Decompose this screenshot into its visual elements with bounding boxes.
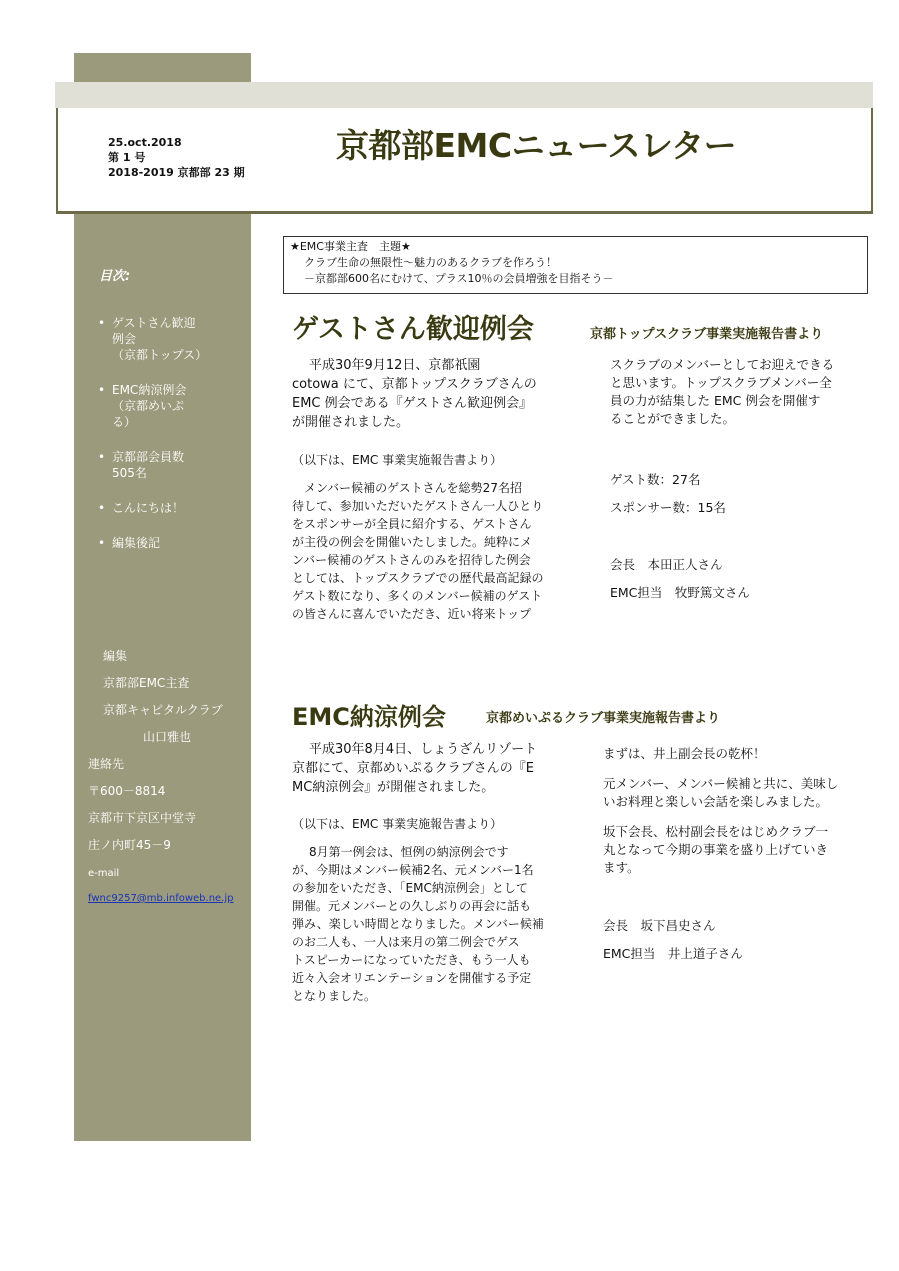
text-line: 丸となって今期の事業を盛り上げていき (603, 842, 829, 857)
toc-line: （京都トップス） (112, 348, 208, 362)
editor-org: 京都部EMC主査 (103, 676, 190, 690)
toc-item-members[interactable] (98, 449, 216, 481)
issue-date: 25.oct.2018 (108, 136, 182, 149)
article1-president: 会長 本田正人さん (610, 557, 723, 572)
text-line: 京都にて、京都めいぷるクラブさんの『E (292, 761, 534, 776)
contact-label: 連絡先 (88, 757, 125, 771)
toc-line: • こんにちは！ (112, 501, 185, 515)
article1-intro (292, 356, 537, 432)
email-label: e-mail (88, 868, 120, 879)
text-line: の皆さんに喜んでいただき、近い将来トップ (292, 607, 532, 621)
text-line: cotowa にて、京都トップスクラブさんの (292, 377, 537, 392)
text-line: が開催されました。 (292, 415, 410, 430)
text-line: 待して、参加いただいたゲストさん一人ひとり (292, 499, 544, 513)
text-line: と思います。トップスクラブメンバー全 (610, 375, 832, 390)
newsletter-title: 京都部EMCニュースレター (336, 126, 737, 165)
toc-line: • 京都部会員数 (112, 450, 185, 464)
issue-term: 2018-2019 京都部 23 期 (108, 166, 245, 179)
article2-president: 会長 坂下昌史さん (603, 918, 716, 933)
toc-line: 505名 (112, 466, 147, 480)
theme-slogan: クラブ生命の無限性～魅力のあるクラブを作ろう！ (304, 256, 557, 269)
article2-toast: まずは、井上副会長の乾杯！ (603, 746, 766, 761)
text-line: いお料理と楽しい会話を楽しみました。 (603, 794, 829, 809)
text-line: が、今期はメンバー候補2名、元メンバー1名 (292, 863, 534, 877)
article1-source: 京都トップスクラブ事業実施報告書より (590, 327, 824, 342)
text-line: 弾み、楽しい時間となりました。メンバー候補 (292, 917, 544, 931)
toc-title: 目次: (99, 269, 131, 284)
toc-item-emc[interactable] (98, 382, 216, 430)
article1-body (292, 479, 544, 623)
text-line: 平成30年9月12日、京都祇園 (309, 358, 481, 373)
article2-body (292, 843, 544, 1005)
toc-line: （京都めいぷ (112, 399, 185, 413)
toc-item-hello[interactable] (98, 500, 216, 516)
editor-club: 京都キャピタルクラブ (103, 703, 223, 717)
article1-right-body (610, 356, 834, 428)
text-line: ます。 (603, 860, 640, 875)
text-line: のお二人も、一人は来月の第二例会でゲス (292, 935, 520, 949)
email-link[interactable]: fwnc9257@mb.infoweb.ne.jp (88, 893, 234, 904)
issue-number: 第 1 号 (108, 151, 146, 164)
toc-line: • 編集後記 (112, 536, 161, 550)
article2-note: （以下は、EMC 事業実施報告書より） (292, 817, 503, 831)
toc-line: 例会 (112, 332, 137, 346)
text-line: 平成30年8月4日、しょうざんリゾート (309, 742, 538, 757)
article1-sponsors: スポンサー数：15名 (610, 500, 726, 515)
text-line: をスポンサーが全員に紹介する、ゲストさん (292, 517, 532, 531)
theme-goal: －京都部600名にむけて、プラス10％の会員増強を目指そう－ (304, 272, 614, 285)
article1-guests: ゲスト数：27名 (610, 472, 701, 487)
text-line: となりました。 (292, 989, 377, 1003)
text-line: 元メンバー、メンバー候補と共に、美味し (603, 776, 839, 791)
text-line: 員の力が結集した EMC 例会を開催す (610, 393, 821, 408)
issue-meta (108, 135, 245, 180)
address-line-2: 庄ノ内町45－9 (88, 838, 171, 852)
address-line-1: 京都市下京区中堂寺 (88, 811, 197, 825)
sidebar-panel (74, 53, 251, 1141)
toc-item-editorial[interactable] (98, 535, 216, 551)
text-line: 近々入会オリエンテーションを開催する予定 (292, 971, 532, 985)
editor-label: 編集 (103, 649, 128, 663)
editor-name: 山口雅也 (143, 730, 192, 744)
article1-note: （以下は、EMC 事業実施報告書より） (292, 453, 503, 467)
toc-line: る） (112, 415, 137, 429)
toc-line: • EMC納涼例会 (112, 383, 187, 397)
text-line: トスピーカーになっていただき、もう一人も (292, 953, 531, 967)
text-line: ゲスト数になり、多くのメンバー候補のゲスト (292, 589, 543, 603)
article2-emc: EMC担当 井上道子さん (603, 946, 743, 961)
toc-line: • ゲストさん歓迎 (112, 316, 196, 330)
text-line: 坂下会長、松村副会長をはじめクラブ一 (603, 824, 829, 839)
text-line: ンバー候補のゲストさんのみを招待した例会 (292, 553, 531, 567)
toc-list (98, 315, 216, 570)
article1-emc: EMC担当 牧野篤文さん (610, 585, 750, 600)
text-line: が主役の例会を開催いたしました。純粋にメ (292, 535, 533, 549)
text-line: スクラブのメンバーとしてお迎えできる (610, 357, 835, 372)
article2-right-p2 (603, 775, 838, 811)
article2-title: EMC納涼例会 (292, 703, 446, 731)
text-line: ることができました。 (610, 411, 736, 426)
text-line: としては、トップスクラブでの歴代最高記録の (292, 571, 544, 585)
theme-heading: ★EMC事業主査 主題★ (290, 240, 411, 253)
article1-title: ゲストさん歓迎例会 (292, 314, 534, 345)
text-line: MC納涼例会』が開催されました。 (292, 780, 495, 795)
text-line: 開催。元メンバーとの久しぶりの再会に話も (292, 899, 532, 913)
text-line: EMC 例会である『ゲストさん歓迎例会』 (292, 396, 533, 411)
article2-source: 京都めいぷるクラブ事業実施報告書より (486, 711, 721, 726)
article2-right-p3 (603, 823, 828, 877)
article2-intro (292, 740, 537, 797)
text-line: の参加をいただき、「EMC納涼例会」として (292, 881, 528, 895)
postal-code: 〒600－8814 (88, 784, 166, 798)
header-band (55, 82, 873, 108)
text-line: 8月第一例会は、恒例の納涼例会です (309, 845, 509, 859)
theme-box (283, 236, 868, 294)
text-line: メンバー候補のゲストさんを総勢27名招 (304, 481, 522, 495)
toc-item-guest[interactable] (98, 315, 216, 363)
